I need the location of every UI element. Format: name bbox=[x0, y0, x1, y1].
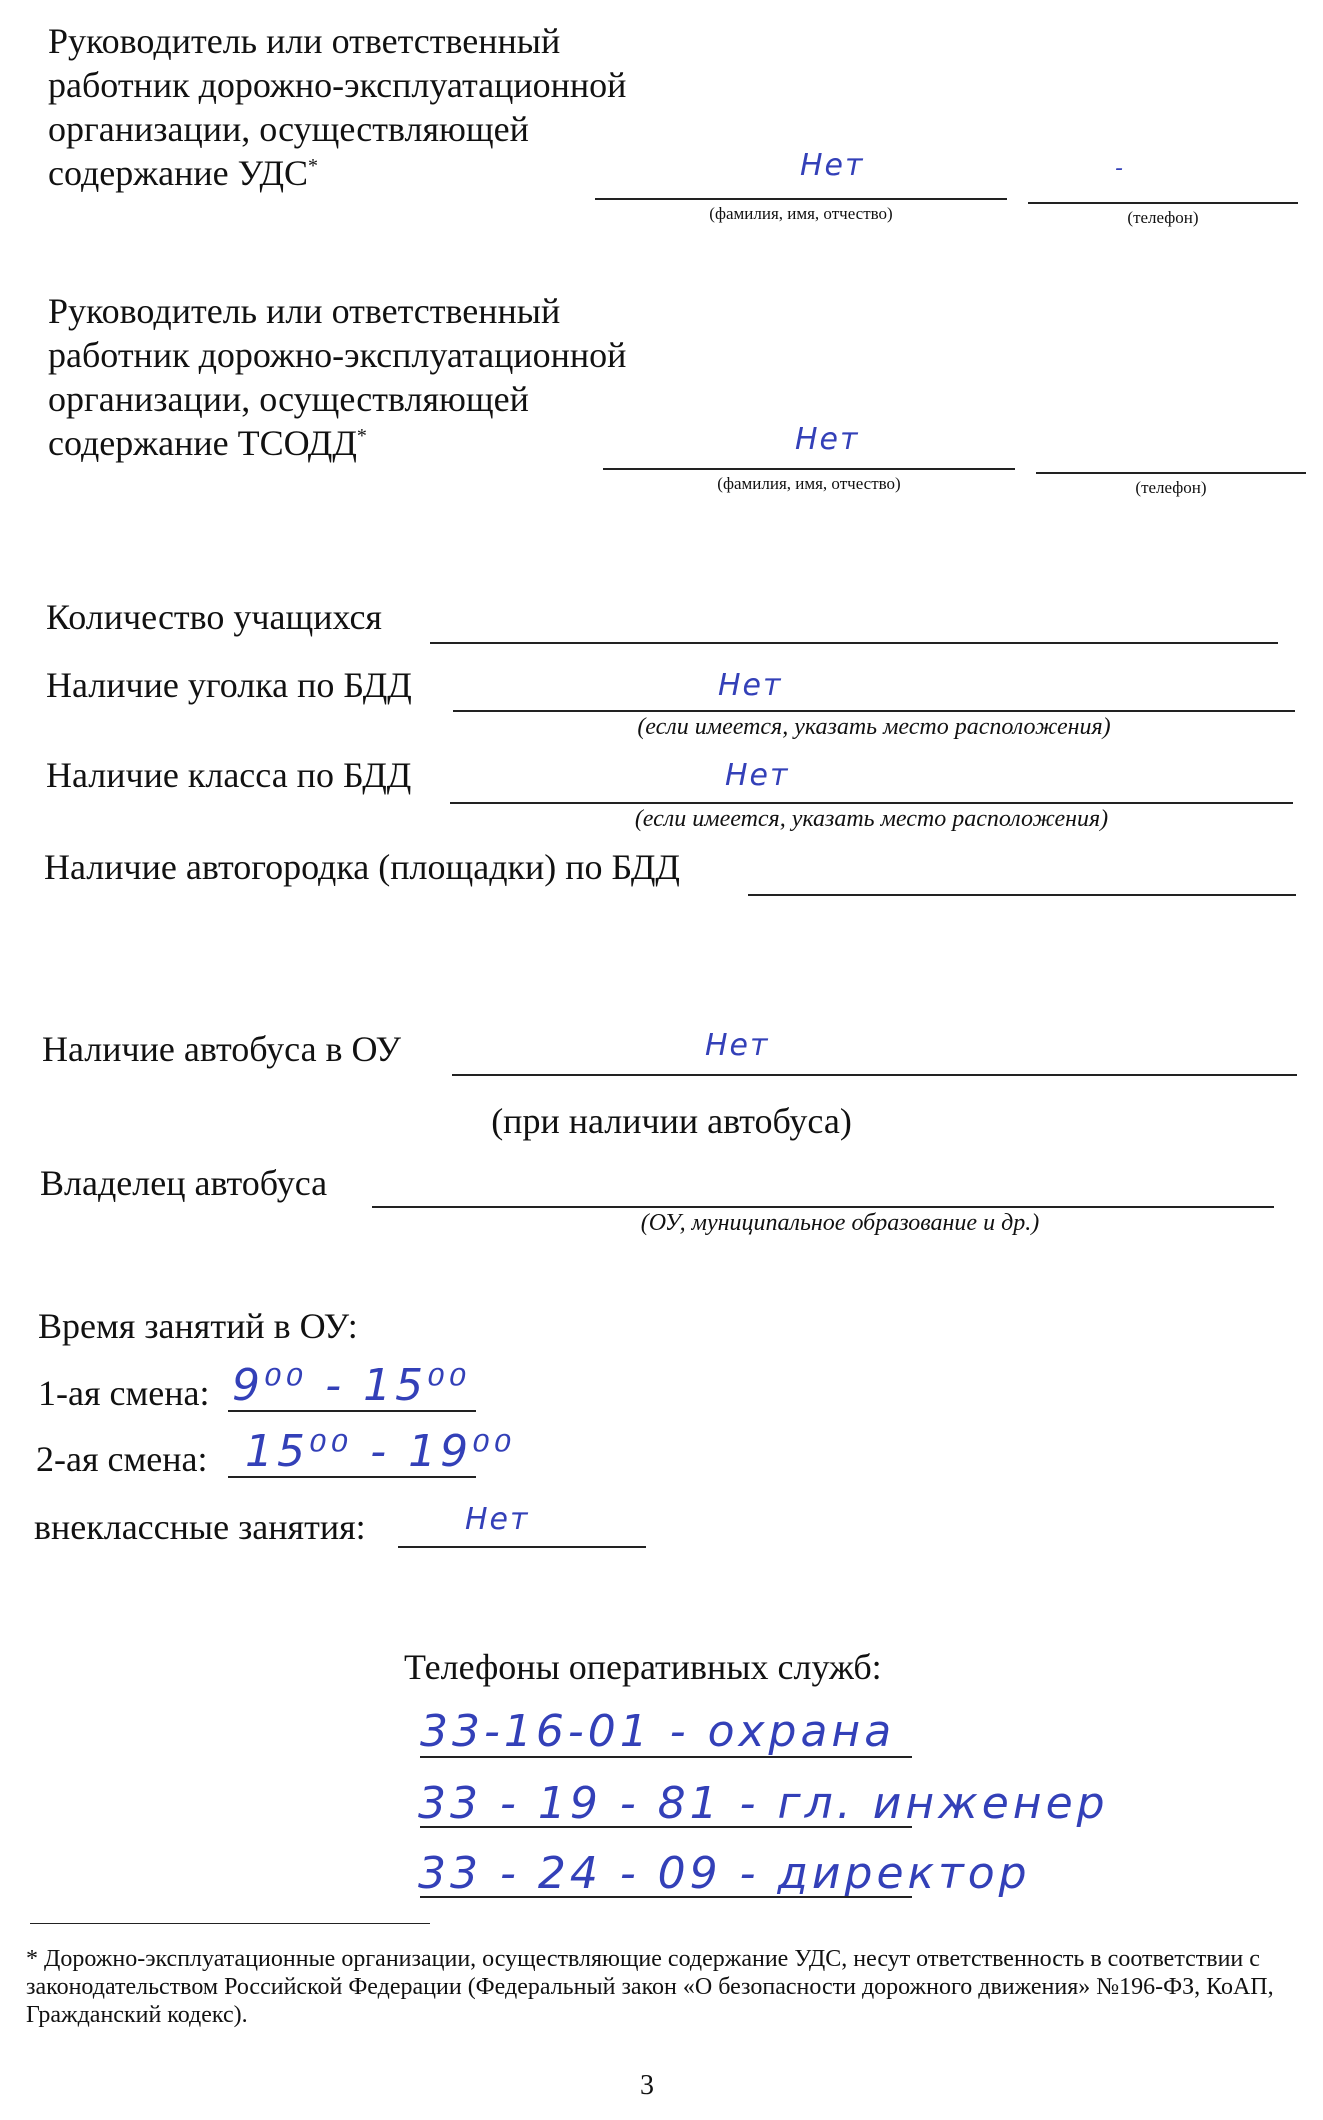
phone-line-2 bbox=[420, 1826, 912, 1828]
shift1-value[interactable]: 9⁰⁰ - 15⁰⁰ bbox=[232, 1360, 471, 1411]
tsodd-footnote-mark: * bbox=[356, 425, 367, 447]
bus-owner-line bbox=[372, 1206, 1274, 1208]
uds-name-caption: (фамилия, имя, отчество) bbox=[709, 204, 893, 223]
schedule-title: Время занятий в ОУ: bbox=[38, 1306, 358, 1346]
phone-line-3 bbox=[420, 1896, 912, 1898]
classroom-line bbox=[450, 802, 1293, 804]
classroom-caption: (если имеется, указать место расположения) bbox=[634, 806, 1109, 832]
phone-line-1 bbox=[420, 1756, 912, 1758]
uds-label-line-1: Руководитель или ответственный bbox=[48, 21, 561, 61]
page-number: 3 bbox=[640, 2070, 654, 2101]
phones-title: Телефоны оперативных служб: bbox=[404, 1647, 882, 1687]
bus-label: Наличие автобуса в ОУ bbox=[42, 1029, 402, 1069]
uds-label-line-2: работник дорожно-эксплуатационной bbox=[48, 65, 627, 105]
tsodd-label-line-4 bbox=[48, 422, 367, 464]
uds-phone-value[interactable]: - bbox=[1115, 156, 1125, 181]
corner-caption: (если имеется, указать место расположения) bbox=[637, 714, 1111, 740]
phone-entry-3[interactable]: 33 - 24 - 09 - директор bbox=[418, 1848, 1031, 1899]
bus-owner-label: Владелец автобуса bbox=[40, 1163, 328, 1203]
corner-value[interactable]: Нет bbox=[718, 668, 783, 703]
uds-name-value[interactable]: Нет bbox=[800, 148, 865, 183]
students-line bbox=[430, 642, 1278, 644]
shift2-line bbox=[228, 1476, 476, 1478]
corner-line bbox=[453, 710, 1295, 712]
autotown-label: Наличие автогородка (площадки) по БДД bbox=[44, 847, 680, 887]
uds-phone-caption: (телефон) bbox=[1127, 208, 1199, 227]
tsodd-phone-caption: (телефон) bbox=[1135, 478, 1207, 497]
tsodd-name-value[interactable]: Нет bbox=[795, 422, 860, 457]
uds-phone-line bbox=[1028, 202, 1298, 204]
shift1-label: 1-ая смена: bbox=[38, 1373, 210, 1413]
tsodd-label-text: содержание ТСОДД bbox=[48, 423, 357, 463]
uds-name-line bbox=[595, 198, 1007, 200]
tsodd-name-caption: (фамилия, имя, отчество) bbox=[717, 474, 901, 493]
bus-value[interactable]: Нет bbox=[705, 1028, 770, 1063]
tsodd-label-line-2: работник дорожно-эксплуатационной bbox=[48, 335, 627, 375]
classroom-value[interactable]: Нет bbox=[725, 758, 790, 793]
uds-label-line-3: организации, осуществляющей bbox=[48, 109, 529, 149]
corner-label: Наличие уголка по БДД bbox=[46, 665, 412, 705]
uds-footnote-mark: * bbox=[308, 155, 319, 177]
tsodd-label-line-1: Руководитель или ответственный bbox=[48, 291, 561, 331]
tsodd-name-line bbox=[603, 468, 1015, 470]
footnote: * Дорожно-эксплуатационные организации, осуществляющие содержание УДС, несут ответственность в соответствии с законодательством Российской Федерации (Федеральный закон «О безопасности дорожного движения» №196-ФЗ, КоАП, Гражданский кодекс). bbox=[26, 1946, 1274, 2028]
phone-entry-2[interactable]: 33 - 19 - 81 - гл. инженер bbox=[418, 1778, 1109, 1829]
bus-line bbox=[452, 1074, 1297, 1076]
tsodd-phone-line bbox=[1036, 472, 1306, 474]
uds-label-text: содержание УДС bbox=[48, 153, 309, 193]
extra-line bbox=[398, 1546, 646, 1548]
extra-value[interactable]: Нет bbox=[465, 1502, 530, 1537]
bus-note: (при наличии автобуса) bbox=[491, 1101, 852, 1141]
classroom-label: Наличие класса по БДД bbox=[46, 755, 412, 795]
shift1-line bbox=[228, 1410, 476, 1412]
autotown-line bbox=[748, 894, 1296, 896]
tsodd-label-line-3: организации, осуществляющей bbox=[48, 379, 529, 419]
extra-label: внеклассные занятия: bbox=[34, 1507, 366, 1547]
uds-label-line-4 bbox=[48, 152, 318, 194]
footnote-rule bbox=[30, 1923, 430, 1924]
bus-owner-caption: (ОУ, муниципальное образование и др.) bbox=[640, 1210, 1040, 1236]
students-label: Количество учащихся bbox=[46, 597, 382, 637]
shift2-label: 2-ая смена: bbox=[36, 1439, 208, 1479]
phone-entry-1[interactable]: 33-16-01 - охрана bbox=[420, 1706, 896, 1757]
shift2-value[interactable]: 15⁰⁰ - 19⁰⁰ bbox=[245, 1426, 516, 1477]
